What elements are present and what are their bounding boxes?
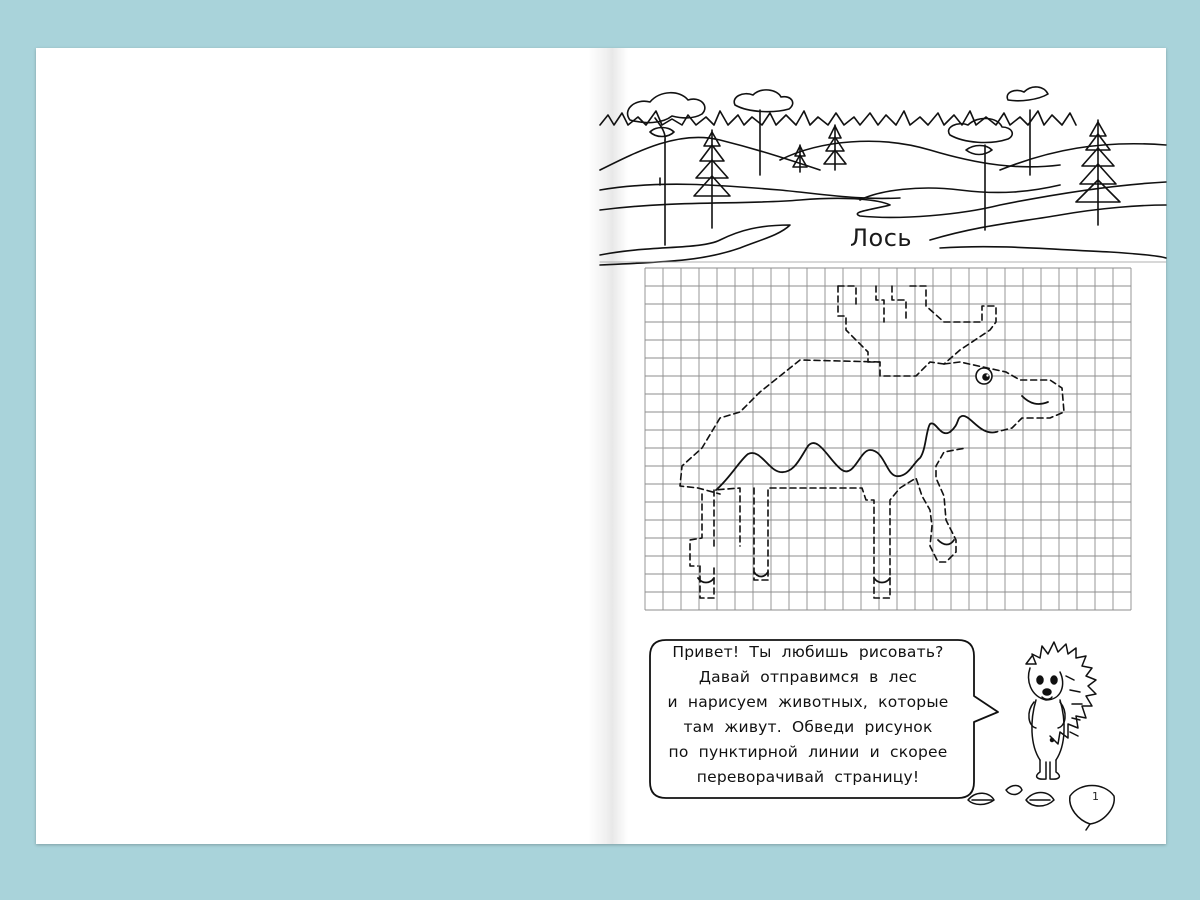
bubble-line: там живут. Обведи рисунок (683, 718, 933, 736)
bubble-line: и нарисуем животных, которые (667, 693, 949, 711)
bubble-line: Привет! Ты любишь рисовать? (672, 643, 944, 661)
bubble-line: переворачивай страницу! (696, 768, 920, 786)
bubble-line: Давай отправимся в лес (698, 668, 918, 686)
bubble-line: по пунктирной линии и скорее (668, 743, 948, 761)
page-number: 1 (1092, 790, 1099, 803)
page-title: Лось (850, 224, 913, 252)
